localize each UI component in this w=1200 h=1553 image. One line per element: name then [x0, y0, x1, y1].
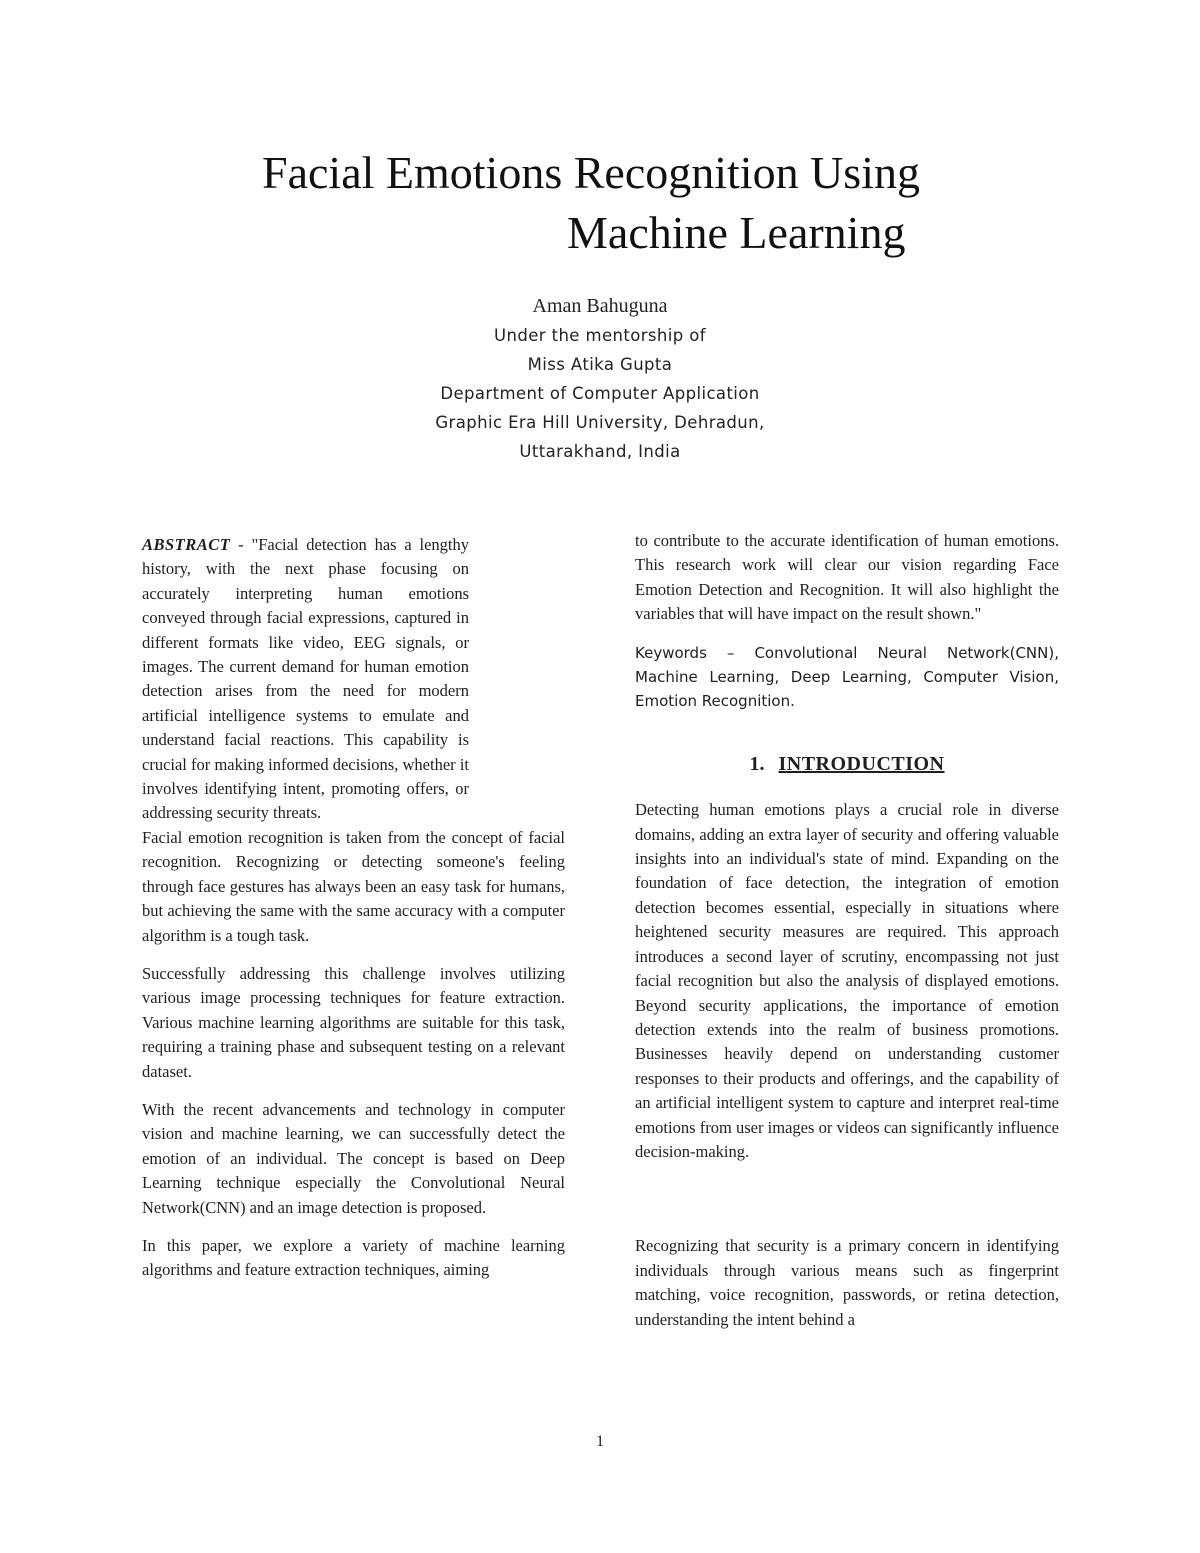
mentorship-line: Under the mentorship of [493, 326, 706, 345]
left-column [142, 533, 565, 1283]
author-block [400, 292, 800, 466]
body-paragraph: Facial emotion recognition is taken from the concept of facial recognition. Recognizing or detecting someone's feeling through face gestures has always been an easy task for humans, but achieving the same with the same accuracy with a computer algorithm is a tough task. [142, 827, 565, 945]
abstract-text: - "Facial detection has a lengthy history, with the next phase focusing on accurately interpreting human emotions conveyed through facial expressions, captured in different formats like video, EEG signals, or images. The current demand for human emotion detection arises from the need for modern artificial intelligence systems to emulate and understand facial reactions. This capability is crucial for making informed decisions, whether it involves identifying intent, promoting offers, or addressing security threats. [142, 535, 469, 823]
section-number: 1. [749, 752, 765, 775]
abstract-label: ABSTRACT [142, 535, 231, 554]
body-paragraph: Successfully addressing this challenge involves utilizing various image processing techniques for feature extraction. Various machine learning algorithms are suitable for this task, requiring a training phase and subsequent testing on a relevant dataset. [142, 963, 565, 1081]
right-column [635, 529, 1059, 1332]
paper-title-line-1: Facial Emotions Recognition Using [262, 147, 920, 198]
keywords: Keywords – Convolutional Neural Network(CNN), Machine Learning, Deep Learning, Computer Vision, Emotion Recognition. [635, 643, 1059, 711]
mentor-name: Miss Atika Gupta [527, 355, 673, 374]
department: Department of Computer Application [440, 384, 760, 403]
abstract-continuation: to contribute to the accurate identification of human emotions. This research work will clear our vision regarding Face Emotion Detection and Recognition. It will also highlight the variables that will have impact on the result shown." [635, 531, 1059, 624]
body-paragraph: In this paper, we explore a variety of machine learning algorithms and feature extraction techniques, aiming [142, 1235, 565, 1280]
author-name: Aman Bahuguna [532, 295, 668, 317]
page-number: 1 [596, 1433, 604, 1450]
body-paragraph: With the recent advancements and technology in computer vision and machine learning, we can successfully detect the emotion of an individual. The concept is based on Deep Learning technique especially the Convolutional Neural Network(CNN) and an image detection is proposed. [142, 1099, 565, 1217]
location: Uttarakhand, India [519, 442, 681, 461]
section-heading-introduction [635, 752, 1059, 776]
abstract-paragraph [142, 533, 469, 826]
intro-paragraph: Recognizing that security is a primary concern in identifying individuals through various means such as fingerprint matching, voice recognition, passwords, or retina detection, understanding the intent behind a [635, 1236, 1059, 1329]
university: Graphic Era Hill University, Dehradun, [435, 413, 765, 432]
section-title: INTRODUCTION [778, 752, 945, 775]
paper-title-line-2: Machine Learning [567, 207, 906, 258]
intro-paragraph: Detecting human emotions plays a crucial role in diverse domains, adding an extra layer of security and offering valuable insights into an individual's state of mind. Expanding on the foundation of face detection, the integration of emotion detection becomes essential, especially in situations where heightened security measures are required. This approach introduces a second layer of scrutiny, encompassing not just facial recognition but also the analysis of displayed emotions. Beyond security applications, the importance of emotion detection extends into the realm of business promotions. Businesses heavily depend on understanding customer responses to their products and offerings, and the capability of an artificial intelligent system to capture and interpret real-time emotions from user images or videos can significantly influence decision-making. [635, 800, 1059, 1161]
